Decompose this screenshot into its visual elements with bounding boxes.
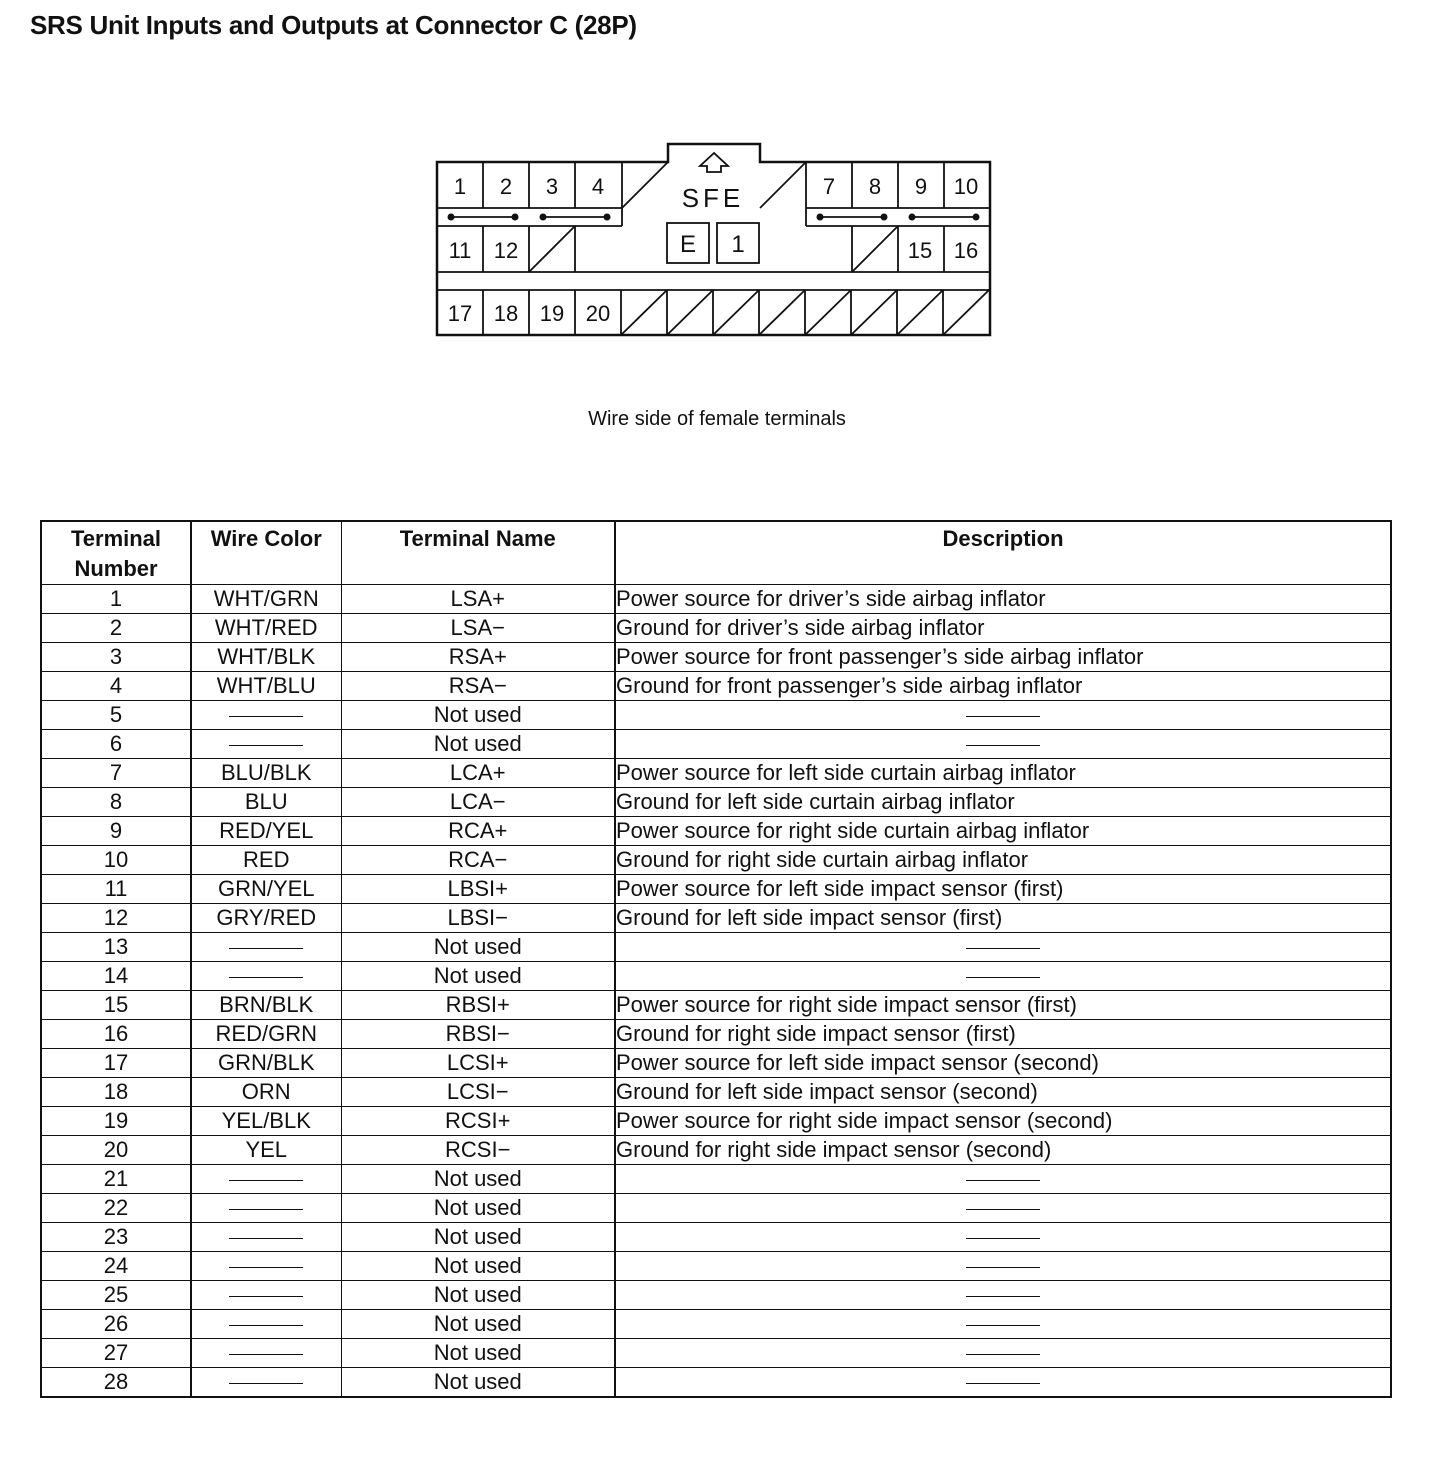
terminal-number-cell: 5 xyxy=(41,701,191,730)
wire-color-cell: WHT/BLK xyxy=(191,643,341,672)
table-row xyxy=(41,1223,1391,1252)
terminal-number-cell: 24 xyxy=(41,1252,191,1281)
empty-dash xyxy=(966,1354,1040,1355)
terminal-name-cell: Not used xyxy=(341,1310,615,1339)
empty-dash xyxy=(229,1209,303,1210)
description-cell xyxy=(615,1252,1391,1281)
terminal-name-cell: RCA+ xyxy=(341,817,615,846)
empty-dash xyxy=(229,948,303,949)
description-cell: Power source for front passenger’s side airbag inflator xyxy=(615,643,1391,672)
empty-dash xyxy=(229,1383,303,1384)
wire-color-cell xyxy=(191,730,341,759)
terminal-number-cell: 13 xyxy=(41,933,191,962)
table-row xyxy=(41,788,1391,817)
terminal-name-cell: Not used xyxy=(341,933,615,962)
terminal-number-cell: 16 xyxy=(41,1020,191,1049)
table-row xyxy=(41,991,1391,1020)
wire-color-cell xyxy=(191,701,341,730)
slash-cell xyxy=(852,226,898,272)
empty-dash xyxy=(966,1180,1040,1181)
table-row xyxy=(41,672,1391,701)
up-arrow-icon xyxy=(700,153,728,172)
description-cell xyxy=(615,1223,1391,1252)
terminal-name-cell: RBSI+ xyxy=(341,991,615,1020)
terminal-number-cell: 27 xyxy=(41,1339,191,1368)
sfe-label: SFE xyxy=(681,183,745,213)
terminal-number-cell: 11 xyxy=(41,875,191,904)
pin-label: 1 xyxy=(453,174,467,199)
terminal-name-cell: Not used xyxy=(341,701,615,730)
pin-label: 8 xyxy=(868,174,882,199)
empty-dash xyxy=(229,1180,303,1181)
table-row xyxy=(41,904,1391,933)
terminal-name-cell: RCSI− xyxy=(341,1136,615,1165)
table-row xyxy=(41,701,1391,730)
wire-color-cell xyxy=(191,962,341,991)
table-body xyxy=(41,585,1391,1398)
terminal-number-cell: 8 xyxy=(41,788,191,817)
terminal-number-cell: 7 xyxy=(41,759,191,788)
table-row xyxy=(41,1339,1391,1368)
description-cell: Power source for left side impact sensor (second) xyxy=(615,1049,1391,1078)
description-cell: Power source for right side impact sensor (first) xyxy=(615,991,1391,1020)
empty-dash xyxy=(229,1238,303,1239)
description-cell xyxy=(615,1165,1391,1194)
header-terminal-line2: Number xyxy=(74,556,158,581)
table-row xyxy=(41,730,1391,759)
pin-label: 3 xyxy=(545,174,559,199)
description-cell xyxy=(615,1310,1391,1339)
table-row xyxy=(41,1368,1391,1398)
terminal-number-cell: 18 xyxy=(41,1078,191,1107)
terminal-name-cell: RCSI+ xyxy=(341,1107,615,1136)
empty-dash xyxy=(229,1354,303,1355)
table-row xyxy=(41,962,1391,991)
table-row xyxy=(41,817,1391,846)
empty-dash xyxy=(966,1383,1040,1384)
empty-dash xyxy=(966,977,1040,978)
wire-color-cell xyxy=(191,1252,341,1281)
header-terminal-number xyxy=(41,521,191,585)
empty-dash xyxy=(966,948,1040,949)
table-row xyxy=(41,846,1391,875)
terminal-table xyxy=(40,520,1392,1398)
pin-label: 15 xyxy=(907,238,933,263)
wire-color-cell xyxy=(191,1281,341,1310)
pin-label: 17 xyxy=(447,301,473,326)
terminal-number-cell: 28 xyxy=(41,1368,191,1398)
terminal-name-cell: Not used xyxy=(341,1223,615,1252)
description-cell: Ground for front passenger’s side airbag inflator xyxy=(615,672,1391,701)
pin-label: 9 xyxy=(914,174,928,199)
description-cell: Ground for driver’s side airbag inflator xyxy=(615,614,1391,643)
empty-dash xyxy=(966,1267,1040,1268)
description-cell xyxy=(615,1281,1391,1310)
pin-label: 2 xyxy=(499,174,513,199)
pin-label: 19 xyxy=(539,301,565,326)
wire-color-cell: WHT/BLU xyxy=(191,672,341,701)
table-row xyxy=(41,1136,1391,1165)
wire-color-cell: RED/GRN xyxy=(191,1020,341,1049)
terminal-name-cell: Not used xyxy=(341,1165,615,1194)
empty-dash xyxy=(229,1267,303,1268)
terminal-name-cell: LBSI+ xyxy=(341,875,615,904)
terminal-number-cell: 12 xyxy=(41,904,191,933)
description-cell: Power source for driver’s side airbag inflator xyxy=(615,585,1391,614)
wire-color-cell: GRN/YEL xyxy=(191,875,341,904)
terminal-number-cell: 9 xyxy=(41,817,191,846)
table-row xyxy=(41,585,1391,614)
center-box-e-label: E xyxy=(679,231,697,258)
empty-dash xyxy=(966,745,1040,746)
wire-color-cell: YEL xyxy=(191,1136,341,1165)
description-cell: Power source for right side impact sensor (second) xyxy=(615,1107,1391,1136)
description-cell xyxy=(615,962,1391,991)
terminal-number-cell: 26 xyxy=(41,1310,191,1339)
center-box-1-label: 1 xyxy=(731,231,745,258)
terminal-number-cell: 22 xyxy=(41,1194,191,1223)
page-title: SRS Unit Inputs and Outputs at Connector C (28P) xyxy=(30,10,637,40)
terminal-number-cell: 15 xyxy=(41,991,191,1020)
empty-dash xyxy=(229,1325,303,1326)
pin-label: 10 xyxy=(953,174,979,199)
pin-label: 7 xyxy=(822,174,836,199)
table-row xyxy=(41,1107,1391,1136)
wire-color-cell: GRY/RED xyxy=(191,904,341,933)
description-cell xyxy=(615,1368,1391,1398)
wire-color-cell xyxy=(191,1223,341,1252)
description-cell xyxy=(615,1194,1391,1223)
description-cell: Ground for left side curtain airbag inflator xyxy=(615,788,1391,817)
terminal-name-cell: LBSI− xyxy=(341,904,615,933)
terminal-name-cell: Not used xyxy=(341,1368,615,1398)
wire-color-cell: WHT/RED xyxy=(191,614,341,643)
wire-color-cell: ORN xyxy=(191,1078,341,1107)
terminal-number-cell: 17 xyxy=(41,1049,191,1078)
empty-dash xyxy=(966,1209,1040,1210)
terminal-number-cell: 3 xyxy=(41,643,191,672)
description-cell: Ground for right side impact sensor (first) xyxy=(615,1020,1391,1049)
terminal-number-cell: 20 xyxy=(41,1136,191,1165)
pin-label: 4 xyxy=(591,174,605,199)
wire-color-cell: BLU/BLK xyxy=(191,759,341,788)
description-cell xyxy=(615,701,1391,730)
empty-dash xyxy=(966,1325,1040,1326)
terminal-number-cell: 10 xyxy=(41,846,191,875)
terminal-number-cell: 14 xyxy=(41,962,191,991)
table-row xyxy=(41,614,1391,643)
table-row xyxy=(41,643,1391,672)
terminal-number-cell: 2 xyxy=(41,614,191,643)
table-row xyxy=(41,1281,1391,1310)
table-row xyxy=(41,1194,1391,1223)
empty-dash xyxy=(966,1296,1040,1297)
terminal-name-cell: LCSI+ xyxy=(341,1049,615,1078)
terminal-name-cell: Not used xyxy=(341,1339,615,1368)
terminal-name-cell: RCA− xyxy=(341,846,615,875)
pin-label: 18 xyxy=(493,301,519,326)
table-row xyxy=(41,1078,1391,1107)
table-row xyxy=(41,1310,1391,1339)
wire-color-cell: GRN/BLK xyxy=(191,1049,341,1078)
table-row xyxy=(41,759,1391,788)
slash-cell xyxy=(529,226,575,272)
terminal-name-cell: Not used xyxy=(341,730,615,759)
description-cell xyxy=(615,933,1391,962)
table-header-row xyxy=(41,521,1391,585)
table-row xyxy=(41,1252,1391,1281)
header-wire-color: Wire Color xyxy=(191,521,341,585)
table-row xyxy=(41,1020,1391,1049)
terminal-number-cell: 25 xyxy=(41,1281,191,1310)
wire-color-cell xyxy=(191,1368,341,1398)
terminal-name-cell: RBSI− xyxy=(341,1020,615,1049)
wire-color-cell xyxy=(191,1310,341,1339)
pin-label: 12 xyxy=(493,238,519,263)
table-row xyxy=(41,933,1391,962)
empty-dash xyxy=(229,745,303,746)
slash-cell xyxy=(622,162,668,208)
pin-label: 11 xyxy=(448,238,472,263)
empty-dash xyxy=(966,716,1040,717)
description-cell: Ground for right side impact sensor (second) xyxy=(615,1136,1391,1165)
terminal-name-cell: Not used xyxy=(341,1194,615,1223)
slash-cell xyxy=(760,162,806,208)
wire-color-cell xyxy=(191,1194,341,1223)
terminal-number-cell: 4 xyxy=(41,672,191,701)
terminal-name-cell: LSA+ xyxy=(341,585,615,614)
terminal-number-cell: 21 xyxy=(41,1165,191,1194)
description-cell: Power source for left side curtain airbag inflator xyxy=(615,759,1391,788)
description-cell: Power source for right side curtain airbag inflator xyxy=(615,817,1391,846)
description-cell: Ground for right side curtain airbag inflator xyxy=(615,846,1391,875)
pin-label: 16 xyxy=(953,238,979,263)
header-terminal-line1: Terminal xyxy=(70,526,162,551)
description-cell xyxy=(615,1339,1391,1368)
terminal-number-cell: 1 xyxy=(41,585,191,614)
header-description: Description xyxy=(615,521,1391,585)
terminal-number-cell: 23 xyxy=(41,1223,191,1252)
terminal-name-cell: LSA− xyxy=(341,614,615,643)
wire-color-cell xyxy=(191,933,341,962)
wire-color-cell xyxy=(191,1339,341,1368)
description-cell: Ground for left side impact sensor (first) xyxy=(615,904,1391,933)
terminal-name-cell: LCA+ xyxy=(341,759,615,788)
description-cell xyxy=(615,730,1391,759)
terminal-name-cell: RSA+ xyxy=(341,643,615,672)
terminal-name-cell: LCSI− xyxy=(341,1078,615,1107)
wire-color-cell: BLU xyxy=(191,788,341,817)
description-cell: Ground for left side impact sensor (second) xyxy=(615,1078,1391,1107)
empty-dash xyxy=(229,1296,303,1297)
table-row xyxy=(41,875,1391,904)
terminal-number-cell: 6 xyxy=(41,730,191,759)
empty-dash xyxy=(966,1238,1040,1239)
terminal-name-cell: Not used xyxy=(341,1281,615,1310)
wire-color-cell: RED xyxy=(191,846,341,875)
terminal-number-cell: 19 xyxy=(41,1107,191,1136)
table-row xyxy=(41,1165,1391,1194)
terminal-name-cell: LCA− xyxy=(341,788,615,817)
description-cell: Power source for left side impact sensor (first) xyxy=(615,875,1391,904)
pin-label: 20 xyxy=(585,301,611,326)
terminal-name-cell: Not used xyxy=(341,962,615,991)
wire-color-cell: YEL/BLK xyxy=(191,1107,341,1136)
empty-dash xyxy=(229,716,303,717)
wire-color-cell: WHT/GRN xyxy=(191,585,341,614)
terminal-name-cell: RSA− xyxy=(341,672,615,701)
table-row xyxy=(41,1049,1391,1078)
wire-color-cell: RED/YEL xyxy=(191,817,341,846)
wire-color-cell xyxy=(191,1165,341,1194)
diagram-caption: Wire side of female terminals xyxy=(588,408,846,430)
empty-dash xyxy=(229,977,303,978)
wire-color-cell: BRN/BLK xyxy=(191,991,341,1020)
header-terminal-name: Terminal Name xyxy=(341,521,615,585)
connector-diagram xyxy=(0,0,1440,400)
terminal-name-cell: Not used xyxy=(341,1252,615,1281)
